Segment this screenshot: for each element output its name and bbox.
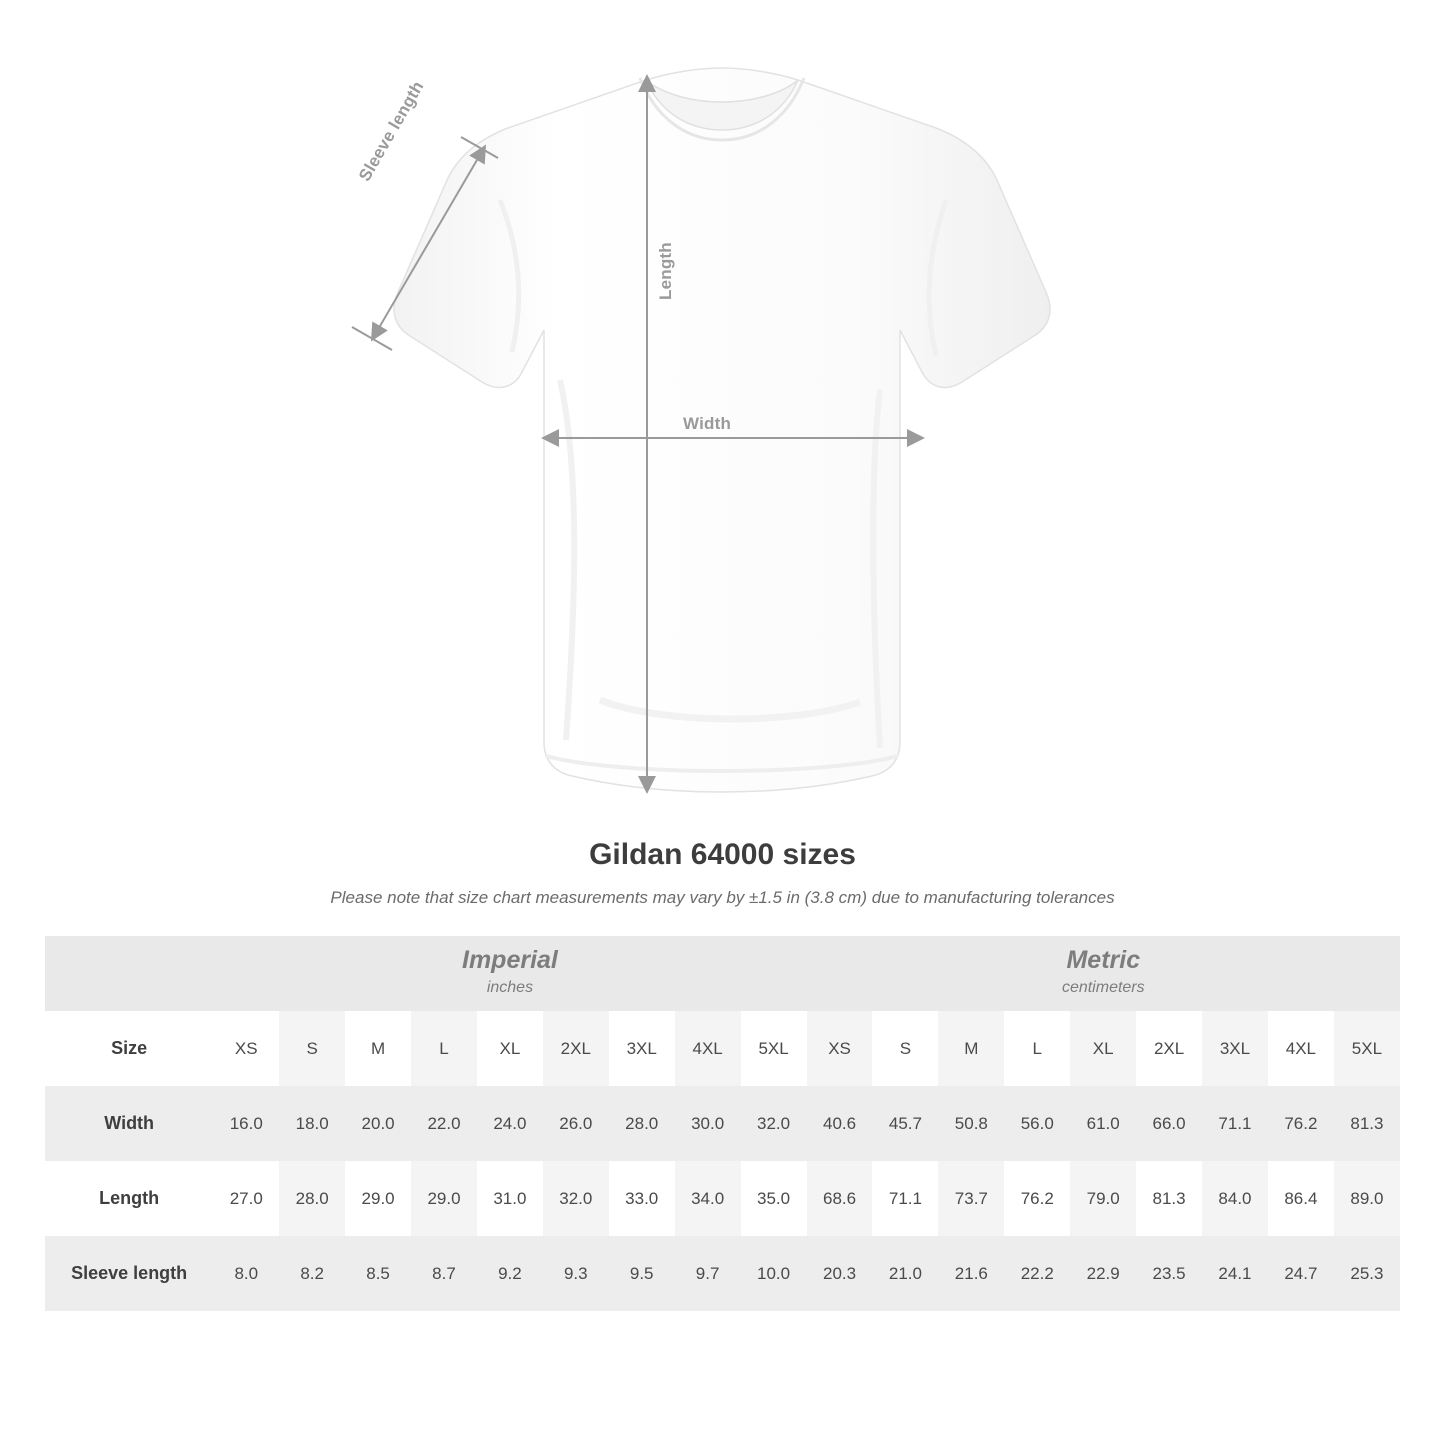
cell-length-17: 89.0	[1334, 1161, 1400, 1236]
cell-length-6: 33.0	[609, 1161, 675, 1236]
cell-length-1: 28.0	[279, 1161, 345, 1236]
size-header-2xl-metric: 2XL	[1136, 1011, 1202, 1086]
size-header-m-metric: M	[938, 1011, 1004, 1086]
cell-width-5: 26.0	[543, 1086, 609, 1161]
cell-sleeve-5: 9.3	[543, 1236, 609, 1311]
cell-sleeve-2: 8.5	[345, 1236, 411, 1311]
size-header-xl-metric: XL	[1070, 1011, 1136, 1086]
cell-width-3: 22.0	[411, 1086, 477, 1161]
size-header-3xl-imperial: 3XL	[609, 1011, 675, 1086]
metric-system-label: Metric	[1066, 946, 1141, 975]
length-dimension-label: Length	[656, 242, 675, 300]
metric-unit-label: centimeters	[1061, 979, 1145, 997]
cell-length-15: 84.0	[1202, 1161, 1268, 1236]
table-row-length	[45, 1161, 1400, 1236]
table-row-width	[45, 1086, 1400, 1161]
cell-width-1: 18.0	[279, 1086, 345, 1161]
cell-width-7: 30.0	[675, 1086, 741, 1161]
cell-sleeve-7: 9.7	[675, 1236, 741, 1311]
cell-sleeve-13: 22.9	[1070, 1236, 1136, 1311]
cell-length-10: 71.1	[872, 1161, 938, 1236]
size-header-xl-imperial: XL	[477, 1011, 543, 1086]
tolerance-note: Please note that size chart measurements may vary by ±1.5 in (3.8 cm) due to manufacturing tolerances	[330, 888, 1115, 907]
metric-unit-cell	[807, 936, 1400, 1011]
size-header-xs-imperial: XS	[213, 1011, 279, 1086]
cell-width-13: 61.0	[1070, 1086, 1136, 1161]
cell-width-2: 20.0	[345, 1086, 411, 1161]
unit-row-spacer	[45, 936, 213, 1011]
cell-length-9: 68.6	[807, 1161, 873, 1236]
cell-width-11: 50.8	[938, 1086, 1004, 1161]
cell-width-4: 24.0	[477, 1086, 543, 1161]
cell-width-17: 81.3	[1334, 1086, 1400, 1161]
sleeve-length-dimension-label: Sleeve length	[355, 77, 428, 185]
row-label-sleeve-length: Sleeve length	[45, 1236, 213, 1311]
cell-sleeve-9: 20.3	[807, 1236, 873, 1311]
size-header-s-imperial: S	[279, 1011, 345, 1086]
cell-length-4: 31.0	[477, 1161, 543, 1236]
cell-length-3: 29.0	[411, 1161, 477, 1236]
cell-width-6: 28.0	[609, 1086, 675, 1161]
size-header-4xl-metric: 4XL	[1268, 1011, 1334, 1086]
size-chart-table	[45, 936, 1400, 1311]
cell-sleeve-6: 9.5	[609, 1236, 675, 1311]
cell-sleeve-8: 10.0	[741, 1236, 807, 1311]
cell-sleeve-3: 8.7	[411, 1236, 477, 1311]
cell-sleeve-12: 22.2	[1004, 1236, 1070, 1311]
cell-sleeve-1: 8.2	[279, 1236, 345, 1311]
cell-length-16: 86.4	[1268, 1161, 1334, 1236]
size-header-2xl-imperial: 2XL	[543, 1011, 609, 1086]
chart-heading-block	[0, 838, 1445, 908]
size-header-m-imperial: M	[345, 1011, 411, 1086]
cell-length-11: 73.7	[938, 1161, 1004, 1236]
cell-width-0: 16.0	[213, 1086, 279, 1161]
cell-sleeve-11: 21.6	[938, 1236, 1004, 1311]
size-header-row	[45, 1011, 1400, 1086]
table-row-sleeve-length	[45, 1236, 1400, 1311]
cell-width-16: 76.2	[1268, 1086, 1334, 1161]
cell-sleeve-0: 8.0	[213, 1236, 279, 1311]
imperial-unit-cell	[213, 936, 806, 1011]
cell-width-9: 40.6	[807, 1086, 873, 1161]
cell-width-10: 45.7	[872, 1086, 938, 1161]
cell-width-12: 56.0	[1004, 1086, 1070, 1161]
cell-sleeve-4: 9.2	[477, 1236, 543, 1311]
size-header-label: Size	[45, 1011, 213, 1086]
imperial-unit-label: inches	[486, 979, 534, 997]
cell-length-12: 76.2	[1004, 1161, 1070, 1236]
row-label-length: Length	[45, 1161, 213, 1236]
cell-length-14: 81.3	[1136, 1161, 1202, 1236]
size-header-5xl-imperial: 5XL	[741, 1011, 807, 1086]
size-header-s-metric: S	[872, 1011, 938, 1086]
width-dimension-label: Width	[683, 414, 732, 433]
cell-length-8: 35.0	[741, 1161, 807, 1236]
cell-sleeve-16: 24.7	[1268, 1236, 1334, 1311]
cell-sleeve-17: 25.3	[1334, 1236, 1400, 1311]
cell-width-14: 66.0	[1136, 1086, 1202, 1161]
cell-sleeve-10: 21.0	[872, 1236, 938, 1311]
cell-length-2: 29.0	[345, 1161, 411, 1236]
cell-width-8: 32.0	[741, 1086, 807, 1161]
page-title: Gildan 64000 sizes	[589, 838, 856, 871]
cell-length-7: 34.0	[675, 1161, 741, 1236]
size-header-l-imperial: L	[411, 1011, 477, 1086]
size-header-xs-metric: XS	[807, 1011, 873, 1086]
size-header-l-metric: L	[1004, 1011, 1070, 1086]
size-header-3xl-metric: 3XL	[1202, 1011, 1268, 1086]
cell-sleeve-15: 24.1	[1202, 1236, 1268, 1311]
size-header-4xl-imperial: 4XL	[675, 1011, 741, 1086]
unit-system-row	[45, 936, 1400, 1011]
size-table-wrapper	[45, 936, 1400, 1311]
cell-sleeve-14: 23.5	[1136, 1236, 1202, 1311]
size-header-5xl-metric: 5XL	[1334, 1011, 1400, 1086]
imperial-system-label: Imperial	[462, 946, 558, 975]
cell-length-0: 27.0	[213, 1161, 279, 1236]
cell-width-15: 71.1	[1202, 1086, 1268, 1161]
cell-length-13: 79.0	[1070, 1161, 1136, 1236]
cell-length-5: 32.0	[543, 1161, 609, 1236]
row-label-width: Width	[45, 1086, 213, 1161]
